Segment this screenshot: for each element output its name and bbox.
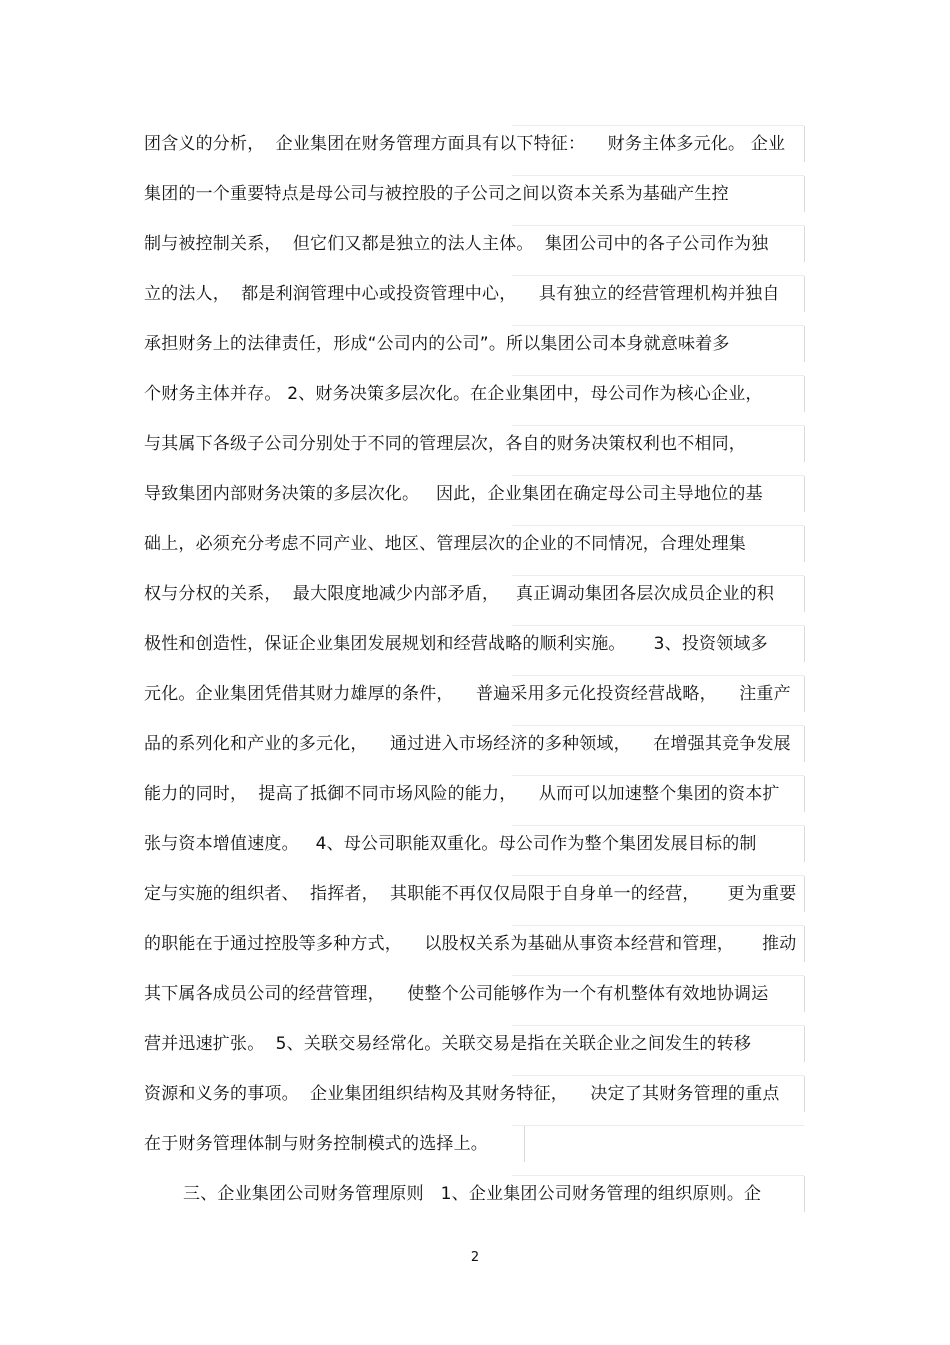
cell-border — [804, 776, 805, 812]
cell-border — [804, 926, 805, 962]
body-text-line: 品的系列化和产业的多元化， 通过进入市场经济的多种领域， 在增强其竞争发展 — [144, 734, 791, 754]
row-divider — [512, 475, 804, 476]
cell-border — [804, 476, 805, 512]
cell-border — [804, 526, 805, 562]
row-divider — [512, 825, 804, 826]
body-text-line: 与其属下各级子公司分别处于不同的管理层次，各自的财务决策权利也不相同， — [144, 434, 746, 454]
row-divider — [512, 1025, 804, 1026]
cell-border — [804, 126, 805, 162]
cell-border — [804, 226, 805, 262]
row-divider — [512, 1075, 804, 1076]
body-text-line: 承担财务上的法律责任，形成“公司内的公司”。所以集团公司本身就意味着多 — [144, 334, 730, 354]
body-text-line: 张与资本增值速度。 4、母公司职能双重化。母公司作为整个集团发展目标的制 — [144, 834, 757, 854]
body-text-line: 制与被控制关系， 但它们又都是独立的法人主体。 集团公司中的各子公司作为独 — [144, 234, 769, 254]
body-text-line: 能力的同时， 提高了抵御不同市场风险的能力， 从而可以加速整个集团的资本扩 — [144, 784, 780, 804]
body-text-line: 定与实施的组织者、 指挥者， 其职能不再仅仅局限于自身单一的经营， 更为重要 — [144, 884, 797, 904]
row-divider — [512, 575, 804, 576]
row-divider — [512, 275, 804, 276]
row-divider — [512, 925, 804, 926]
cell-border — [804, 676, 805, 712]
row-divider — [512, 175, 804, 176]
row-divider — [512, 525, 804, 526]
page-number: 2 — [470, 1250, 480, 1265]
body-text-line: 团含义的分析， 企业集团在财务管理方面具有以下特征： 财务主体多元化。 企业 — [144, 134, 786, 154]
cell-border — [804, 576, 805, 612]
row-divider — [512, 975, 804, 976]
body-text-line: 资源和义务的事项。 企业集团组织结构及其财务特征， 决定了其财务管理的重点 — [144, 1084, 780, 1104]
cell-border — [804, 276, 805, 312]
cell-border — [524, 1126, 525, 1162]
body-text-line: 营并迅速扩张。 5、关联交易经常化。关联交易是指在关联企业之间发生的转移 — [144, 1034, 752, 1054]
cell-border — [804, 1076, 805, 1112]
body-text-line: 导致集团内部财务决策的多层次化。 因此，企业集团在确定母公司主导地位的基 — [144, 484, 763, 504]
cell-border — [804, 826, 805, 862]
row-divider — [512, 725, 804, 726]
body-text-line: 元化。企业集团凭借其财力雄厚的条件， 普遍采用多元化投资经营战略， 注重产 — [144, 684, 791, 704]
row-divider — [512, 325, 804, 326]
body-text-line: 立的法人， 都是利润管理中心或投资管理中心， 具有独立的经营管理机构并独自 — [144, 284, 780, 304]
row-divider — [512, 225, 804, 226]
row-divider — [512, 1125, 804, 1126]
cell-border — [804, 1176, 805, 1212]
row-divider — [512, 1175, 804, 1176]
cell-border — [804, 426, 805, 462]
body-text-line: 在于财务管理体制与财务控制模式的选择上。 — [144, 1134, 488, 1154]
body-text-line: 极性和创造性，保证企业集团发展规划和经营战略的顺利实施。 3、投资领域多 — [144, 634, 768, 654]
cell-border — [804, 626, 805, 662]
body-text-line: 权与分权的关系， 最大限度地减少内部矛盾， 真正调动集团各层次成员企业的积 — [144, 584, 775, 604]
section-heading-line: 三、企业集团公司财务管理原则 1、企业集团公司财务管理的组织原则。企 — [183, 1184, 762, 1204]
cell-border — [804, 876, 805, 912]
cell-border — [804, 376, 805, 412]
row-divider — [512, 875, 804, 876]
body-text-line: 集团的一个重要特点是母公司与被控股的子公司之间以资本关系为基础产生控 — [144, 184, 729, 204]
row-divider — [512, 675, 804, 676]
row-divider — [512, 625, 804, 626]
body-text-line: 础上，必须充分考虑不同产业、地区、管理层次的企业的不同情况，合理处理集 — [144, 534, 746, 554]
row-divider — [512, 375, 804, 376]
cell-border — [804, 726, 805, 762]
row-divider — [512, 775, 804, 776]
cell-border — [804, 976, 805, 1012]
row-divider — [512, 125, 804, 126]
cell-border — [804, 326, 805, 362]
body-text-line: 个财务主体并存。 2、财务决策多层次化。在企业集团中，母公司作为核心企业， — [144, 384, 763, 404]
cell-border — [804, 1026, 805, 1062]
body-text-line: 的职能在于通过控股等多种方式， 以股权关系为基础从事资本经营和管理， 推动 — [144, 934, 797, 954]
body-text-line: 其下属各成员公司的经营管理， 使整个公司能够作为一个有机整体有效地协调运 — [144, 984, 769, 1004]
cell-border — [804, 176, 805, 212]
row-divider — [512, 425, 804, 426]
